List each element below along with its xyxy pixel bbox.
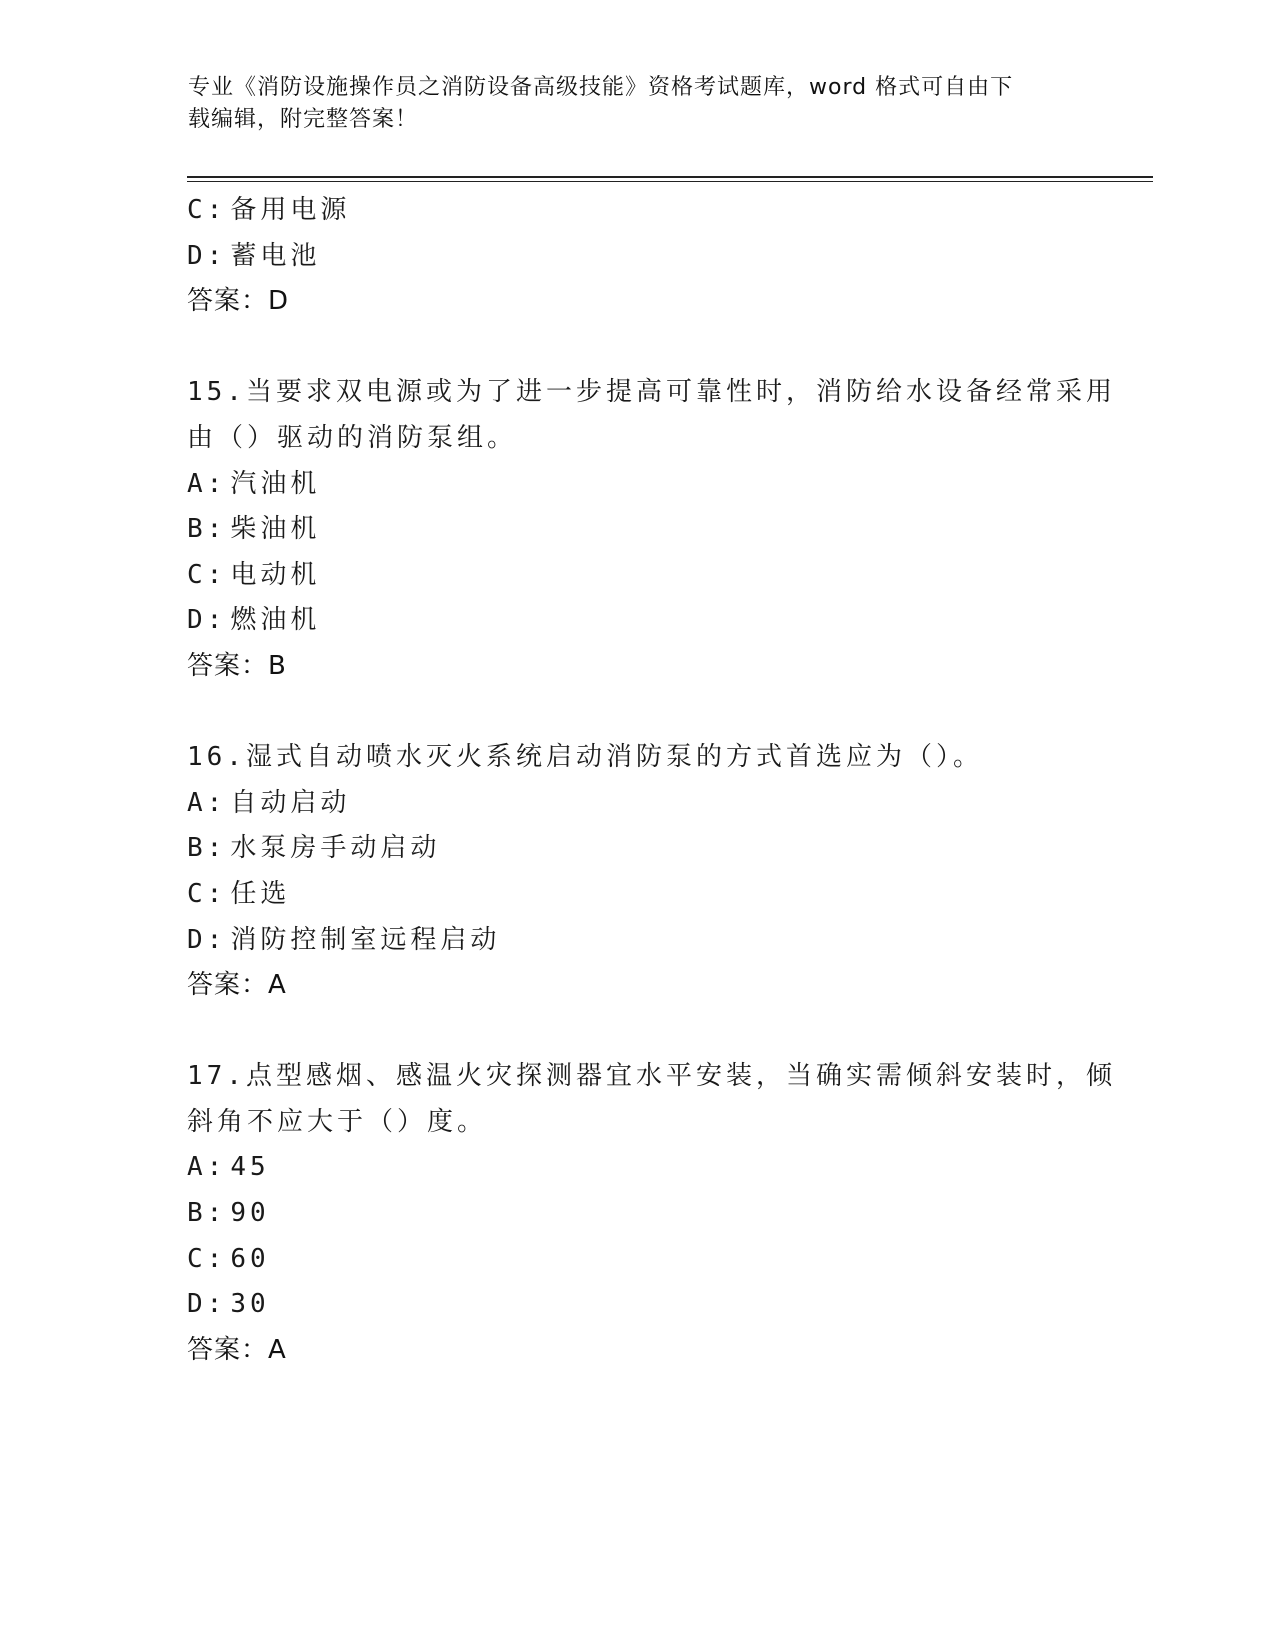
answer: 答案：D <box>187 286 290 317</box>
question-stem-cont: 斜角不应大于（）度。 <box>187 1106 488 1137</box>
question-stem-cont: 由（）驱动的消防泵组。 <box>187 422 518 453</box>
question-stem: 16.湿式自动喷水灭火系统启动消防泵的方式首选应为（）。 <box>187 742 983 773</box>
question-content <box>187 188 1116 1373</box>
option-d: D: 蓄电池 <box>187 240 321 271</box>
option-b: B: 柴油机 <box>187 514 321 545</box>
header-divider-thin <box>187 181 1153 182</box>
option-c: C: 60 <box>187 1243 270 1274</box>
option-c: C: 任选 <box>187 878 291 909</box>
question-15 <box>187 370 1116 689</box>
header-line-1: 专业《消防设施操作员之消防设备高级技能》资格考试题库，word 格式可自由下 <box>188 75 1014 100</box>
question-stem: 15.当要求双电源或为了进一步提高可靠性时，消防给水设备经常采用 <box>187 377 1116 408</box>
header-line-2: 载编辑，附完整答案！ <box>188 107 419 132</box>
page-header <box>188 72 1068 136</box>
option-a: A: 45 <box>187 1152 270 1183</box>
option-c: C: 电动机 <box>187 559 321 590</box>
answer: 答案：A <box>187 1334 287 1365</box>
question-17 <box>187 1054 1116 1373</box>
question-stem: 17.点型感烟、感温火灾探测器宜水平安装，当确实需倾斜安装时，倾 <box>187 1061 1116 1092</box>
option-a: A: 汽油机 <box>187 468 321 499</box>
option-b: B: 水泵房手动启动 <box>187 833 441 864</box>
answer: 答案：A <box>187 970 287 1001</box>
option-d: D: 30 <box>187 1289 270 1320</box>
option-b: B: 90 <box>187 1198 270 1229</box>
question-16 <box>187 735 1087 1009</box>
option-d: D: 消防控制室远程启动 <box>187 924 501 955</box>
option-a: A: 自动启动 <box>187 787 351 818</box>
prev-question-block <box>187 188 1087 325</box>
answer: 答案：B <box>187 650 287 681</box>
option-d: D: 燃油机 <box>187 605 321 636</box>
header-divider-thick <box>187 176 1153 178</box>
option-c: C: 备用电源 <box>187 195 351 225</box>
